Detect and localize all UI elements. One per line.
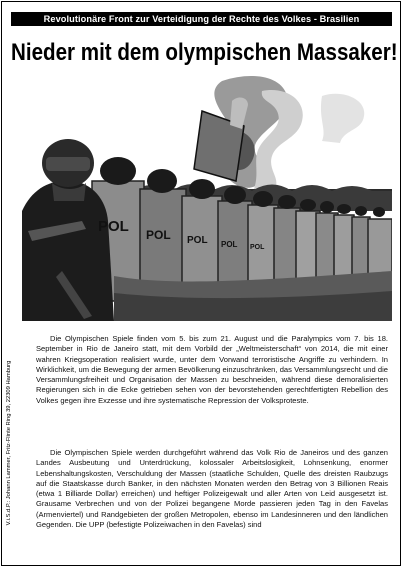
riot-police-photo xyxy=(22,71,392,321)
legal-imprint xyxy=(4,330,14,556)
riot-police-illustration xyxy=(22,71,392,321)
shield-label: POL xyxy=(98,218,129,235)
imprint-text: V.i.S.d.P.: Johann Lammer, Fritz-Flinte Ring 39, 22309 Hamburg xyxy=(6,360,12,526)
shield-label: POL xyxy=(146,228,171,242)
body-paragraph: Die Olympischen Spiele werden durchgeführt während das Volk Rio de Janeiros und des ganzen Landes Ausbeutung und Unterdrückung, kolossaler Arbeitslosigkeit, Lohnsenkung, enormer Lebenshaltungskosten, Verschuldung der Massen (staatliche Schulden, Quelle des dreisten Raubzugs auf die Staatskasse durch Banker, in den nächsten Monaten werden den Betrag von 3 Billionen Reais (etwa 1 Billiarde Dollar) erreichen) und heftiger Polizeigewalt und aller Arten von Leid ausgesetzt ist. Grausame Verbrechen und von der Polizei begangene Morde passieren jeden Tag in den Favelas (Armenviertel) und Randgebieten der großen Metropolen, ebenso im Landesinneren und den ländlichen Gegenden. Die UPP (befestigte Polizeiwachen in den Favelas) sind xyxy=(36,448,388,530)
shield-label: POL xyxy=(187,235,208,246)
headline: Nieder mit dem olympischen Massaker! xyxy=(11,39,398,66)
shield-label: POL xyxy=(221,240,238,249)
shield-label: POL xyxy=(250,244,265,251)
organization-banner: Revolutionäre Front zur Verteidigung der Rechte des Volkes - Brasilien xyxy=(11,12,392,26)
body-paragraph: Die Olympischen Spiele finden vom 5. bis zum 21. August und die Paralympics vom 7. bis 18. September in Rio de Janeiro statt, mit dem Vorbild der „Weltmeisterschaft“ von 2014, die mit einer wahren Kriegsoperation realisiert wurde, unter dem Vorwand terroristische Angriffe zu verhindern. In Wirklichkeit, um die Bewegung der armen Bevölkerung einzuschränken, das Versammlungsrecht und die Versammlungsfreiheit und Organisation der Massen zu beschneiden, während diese demoralisierten Regierungen sich in die Ecke getrieben sehen von der bevorstehenden gerechtfertigten Rebellion des Volkes gegen ihre Exzesse und ihre systematische Repression der Volksproteste. xyxy=(36,334,388,405)
